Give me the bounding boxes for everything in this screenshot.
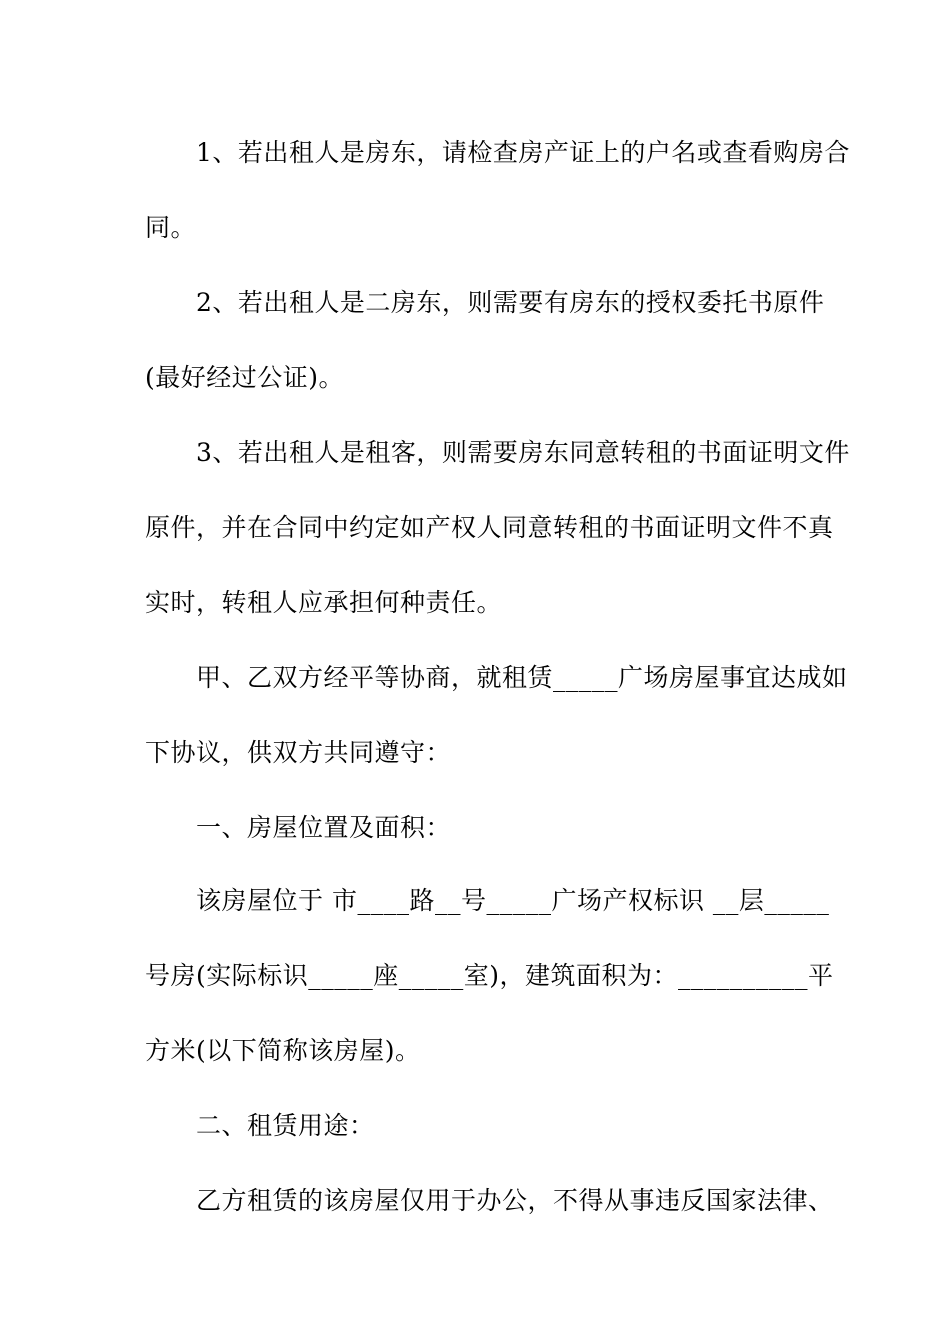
text-line: 1、若出租人是房东，请检查房产证上的户名或查看购房合 — [145, 138, 850, 167]
text-line: 甲、乙双方经平等协商，就租赁_____广场房屋事宜达成如 — [145, 663, 848, 692]
text-line: 实时，转租人应承担何种责任。 — [145, 588, 503, 617]
text-line: 原件，并在合同中约定如产权人同意转租的书面证明文件不真 — [145, 513, 834, 542]
text-line: (最好经过公证)。 — [145, 363, 345, 392]
text-line: 该房屋位于 市____路__号_____广场产权标识 __层_____ — [145, 886, 830, 915]
text-line: 乙方租赁的该房屋仅用于办公，不得从事违反国家法律、 — [145, 1186, 834, 1215]
text-line: 同。 — [145, 213, 197, 242]
text-line: 下协议，供双方共同遵守： — [145, 738, 452, 767]
section-heading: 二、租赁用途： — [145, 1111, 375, 1140]
section-heading: 一、房屋位置及面积： — [145, 813, 452, 842]
text-line: 3、若出租人是租客，则需要房东同意转租的书面证明文件 — [145, 438, 850, 467]
text-line: 方米(以下简称该房屋)。 — [145, 1036, 421, 1065]
text-line: 号房(实际标识_____座_____室)，建筑面积为：__________平 — [145, 961, 834, 990]
text-line: 2、若出租人是二房东，则需要有房东的授权委托书原件 — [145, 288, 825, 317]
